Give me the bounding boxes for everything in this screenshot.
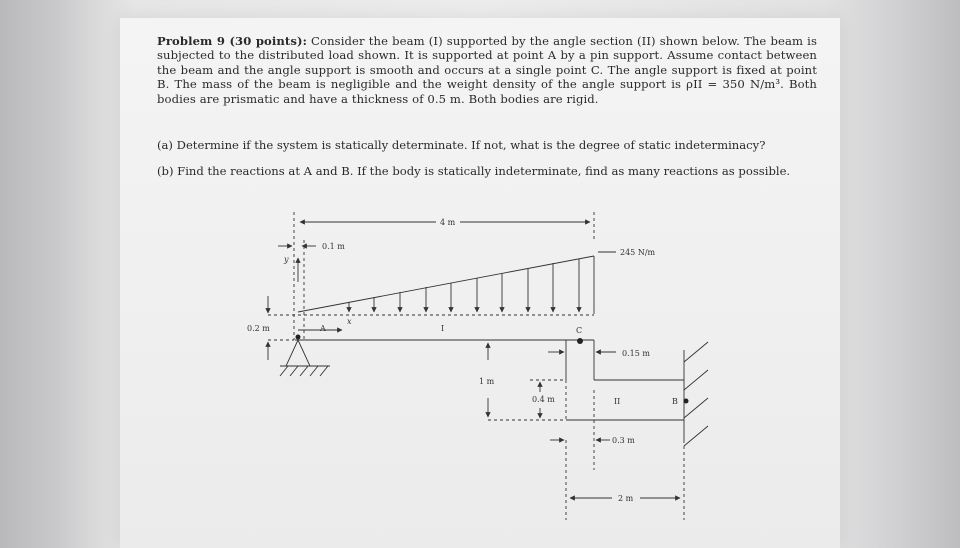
label-015m: 0.15 m — [622, 349, 650, 358]
label-body-ii: II — [614, 397, 621, 406]
point-b-marker — [684, 399, 689, 404]
load-arrows — [349, 259, 579, 312]
label-02m: 0.2 m — [247, 324, 270, 333]
pin-support-a — [286, 340, 310, 366]
label-y-axis: y — [284, 255, 289, 264]
label-1m: 1 m — [479, 377, 495, 386]
load-line — [298, 256, 594, 312]
load-magnitude-label: 245 N/m — [620, 248, 656, 257]
label-point-a: A — [320, 324, 326, 333]
label-x-axis: x — [347, 317, 352, 326]
problem-heading: Problem 9 (30 points): — [157, 34, 307, 48]
part-b-question: (b) Find the reactions at A and B. If the body is statically indeterminate, find as many reactions as possible. — [157, 164, 791, 178]
label-point-c: C — [576, 326, 583, 335]
label-body-i: I — [441, 324, 445, 333]
part-a-question: (a) Determine if the system is statically determinate. If not, what is the degree of static indeterminacy? — [157, 138, 766, 152]
label-04m: 0.4 m — [532, 395, 555, 404]
ground-hatch — [280, 366, 328, 376]
point-c-marker — [577, 338, 583, 344]
label-4m: 4 m — [440, 218, 456, 227]
point-a-marker — [296, 335, 301, 340]
label-01m: 0.1 m — [322, 242, 345, 251]
wall-hatch — [684, 342, 708, 446]
label-point-b: B — [672, 397, 678, 406]
label-2m: 2 m — [618, 494, 634, 503]
label-03m: 0.3 m — [612, 436, 635, 445]
problem-intro: Consider the beam (I) supported by the angle section (II) shown below. The beam is subjected to the distributed load shown. It is supported at point A by a pin support. Assume contact between the beam and the angle support is smooth and occurs at a single point C. The angle support is fixed at point B. The mass of the beam is negligible and the weight density of the angle support is ρII = 350 N/m³. Both bodies are prismatic and have a thickness of 0.5 m. Both bodies are rigid. — [157, 34, 817, 106]
